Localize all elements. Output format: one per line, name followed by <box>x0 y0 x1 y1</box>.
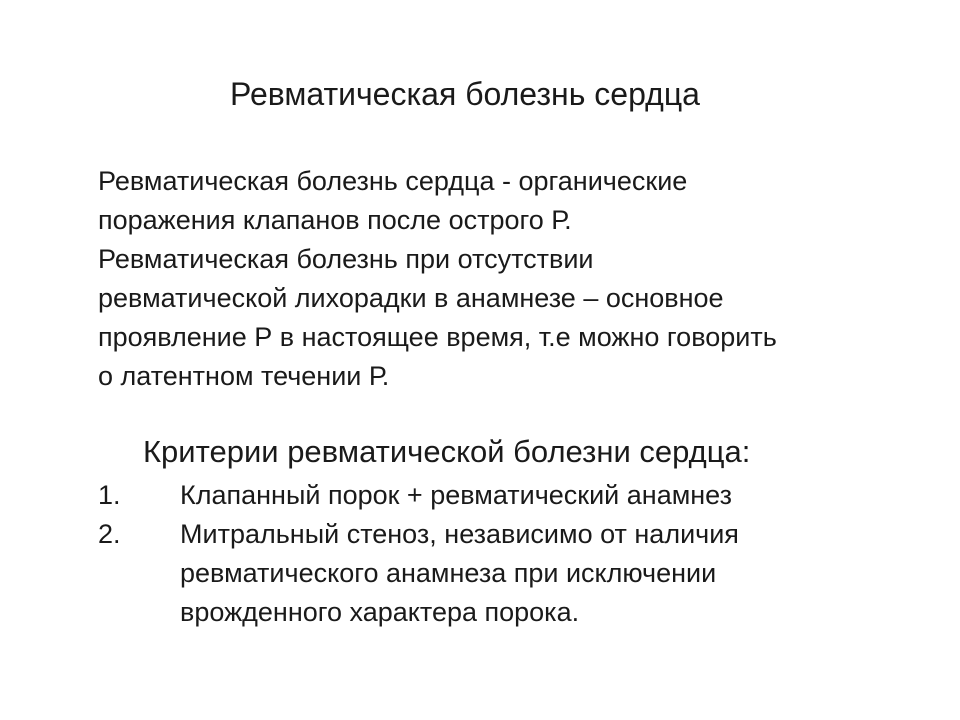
list-item-line: Клапанный порок + ревматический анамнез <box>180 480 732 510</box>
list-item-line: врожденного характера порока. <box>180 597 580 627</box>
paragraph-line: ревматической лихорадки в анамнезе – основное <box>98 283 724 313</box>
list-item-line: ревматического анамнеза при исключении <box>180 558 717 588</box>
slide-title: Ревматическая болезнь сердца <box>230 76 700 112</box>
paragraph-line: поражения клапанов после острого Р. <box>98 205 572 235</box>
list-item-text <box>180 515 739 632</box>
list-item <box>98 515 739 632</box>
list-item-number: 2. <box>98 519 121 549</box>
list-item <box>98 476 739 515</box>
criteria-list <box>98 476 739 632</box>
list-item-line: Митральный стеноз, независимо от наличия <box>180 519 739 549</box>
paragraph-line: о латентном течении Р. <box>98 361 390 391</box>
list-item-text <box>180 476 732 515</box>
paragraph-line: Ревматическая болезнь при отсутствии <box>98 244 594 274</box>
list-item-number: 1. <box>98 480 121 510</box>
criteria-heading: Критерии ревматической болезни сердца: <box>143 434 751 469</box>
paragraph-line: Ревматическая болезнь сердца - органические <box>98 166 688 196</box>
paragraph-line: проявление Р в настоящее время, т.е можно говорить <box>98 322 777 352</box>
definition-paragraph <box>98 162 777 396</box>
